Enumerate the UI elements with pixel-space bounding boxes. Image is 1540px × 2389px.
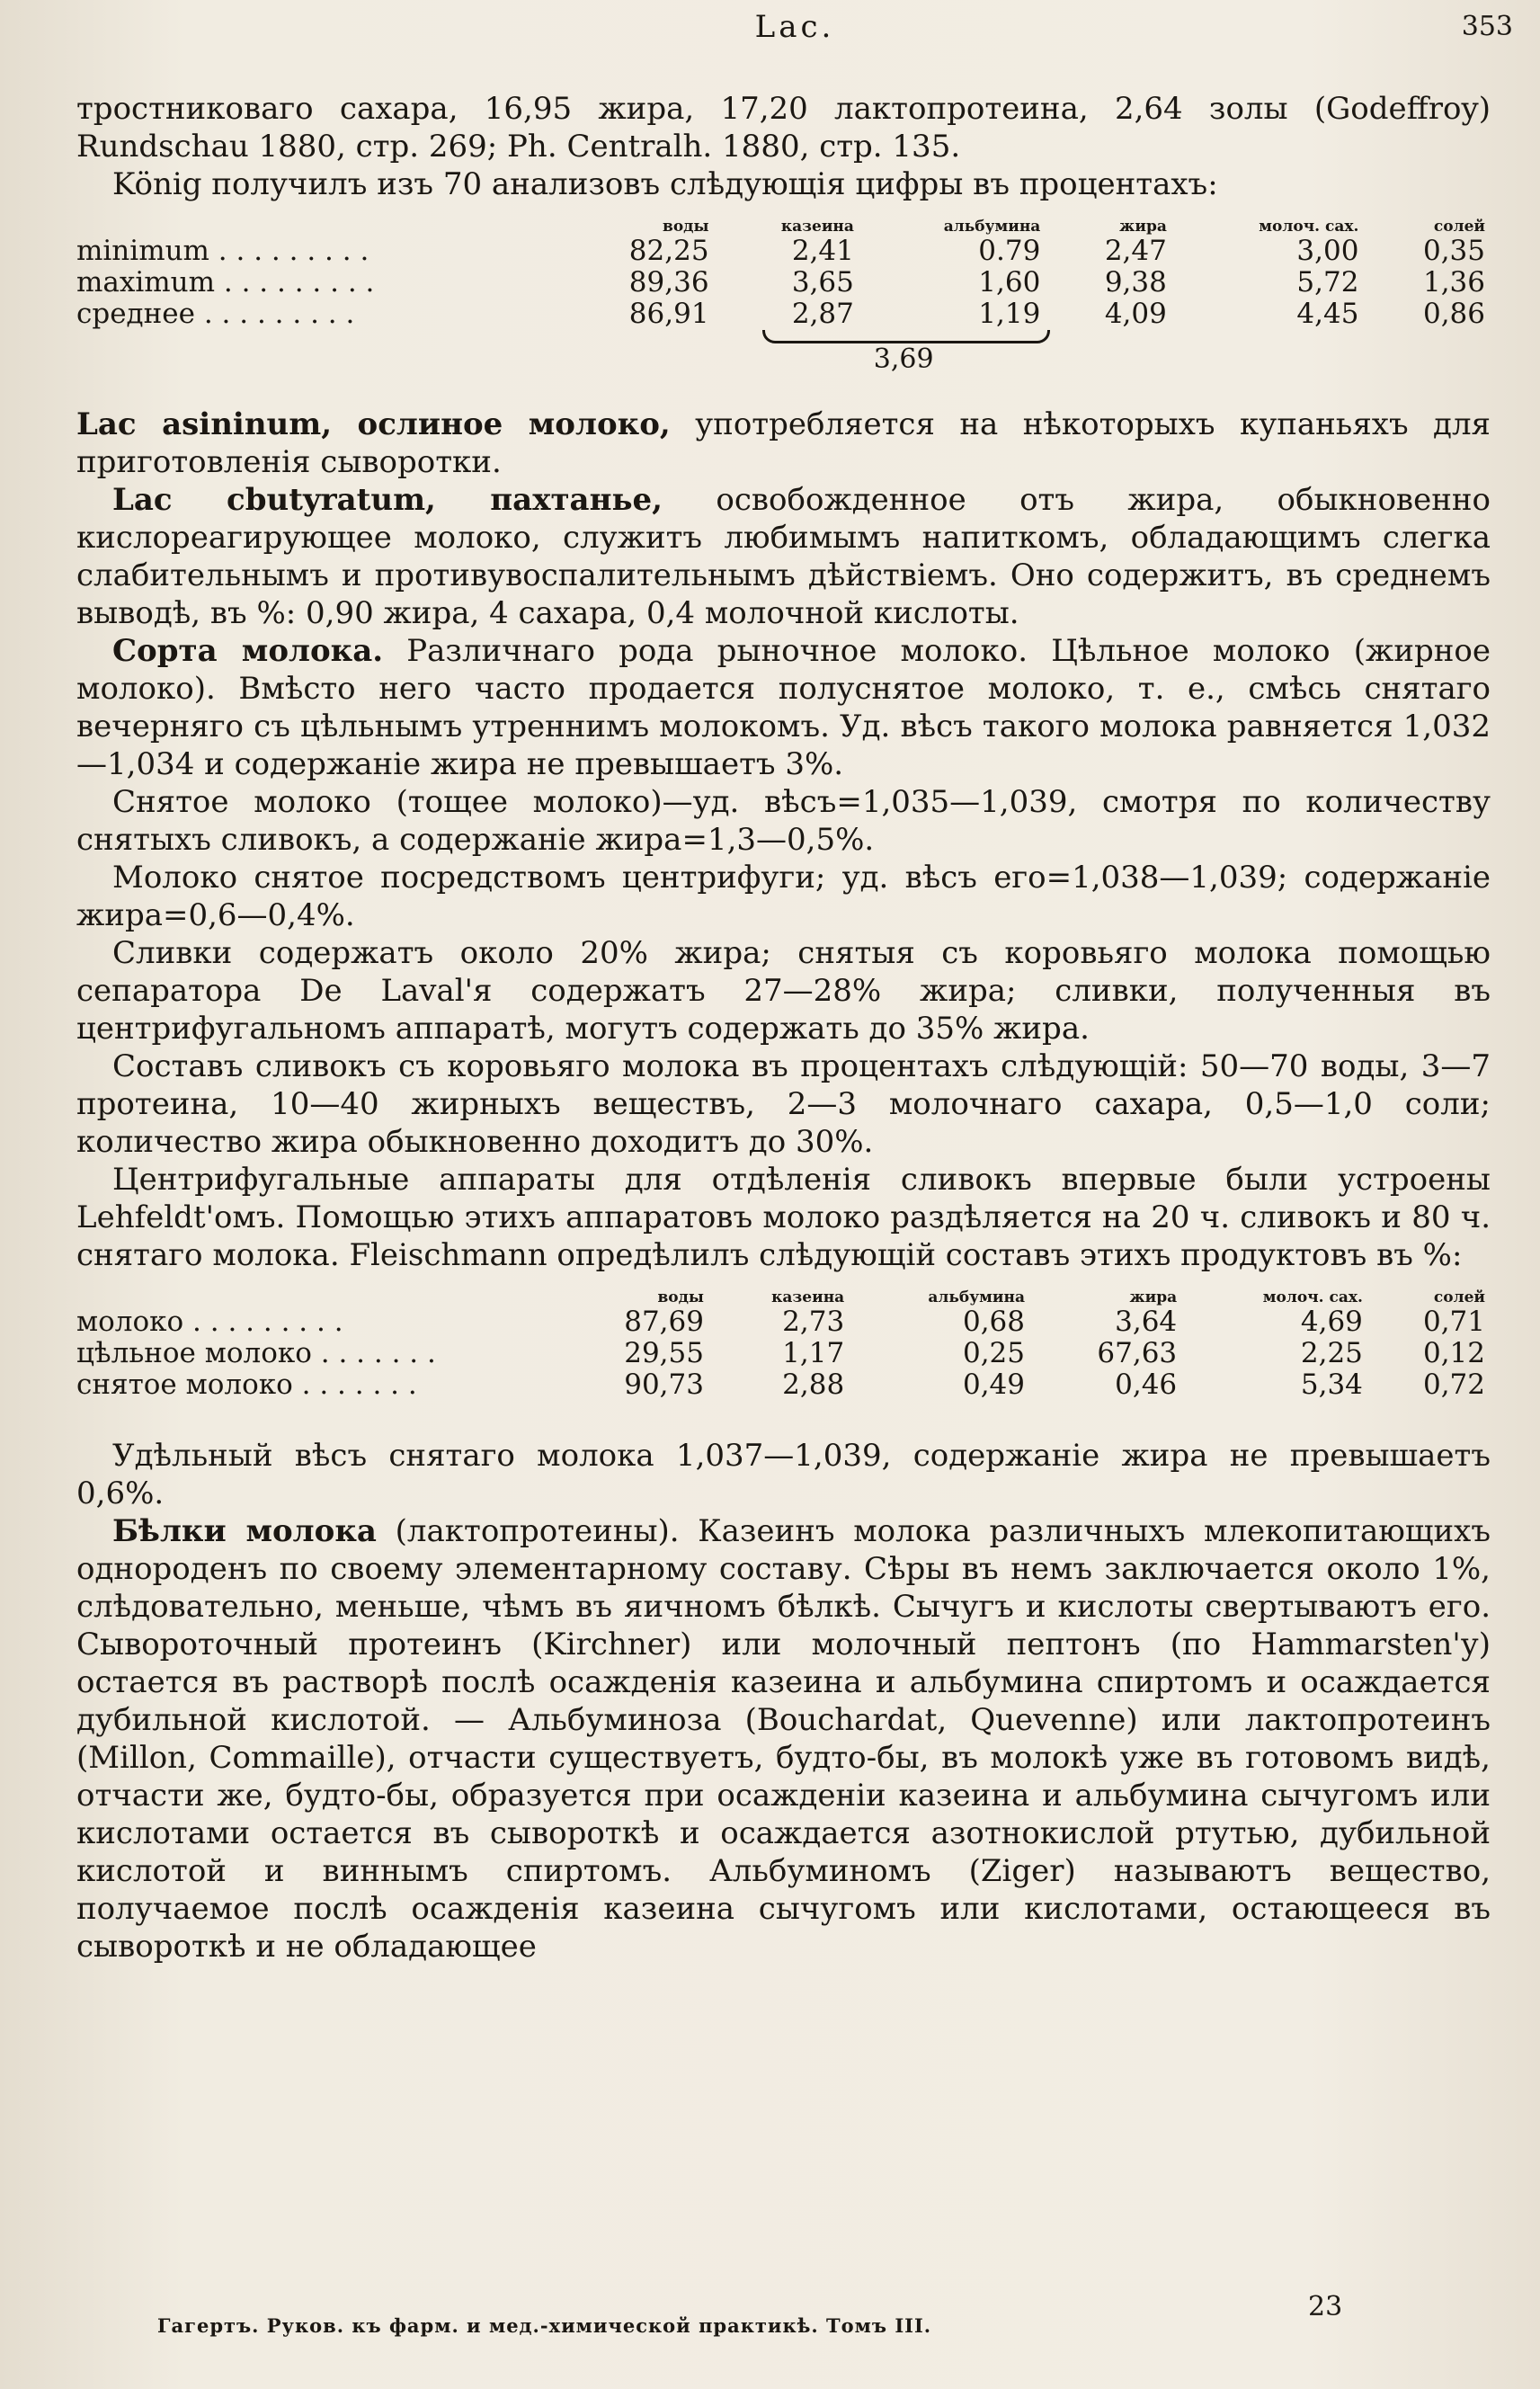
entry-heading: Сорта молока. — [112, 633, 384, 669]
table-cell: 0,49 — [962, 1368, 1025, 1401]
table-cell: 4,69 — [1300, 1306, 1363, 1338]
table-cell: 3,00 — [1296, 235, 1359, 267]
column-header: солей — [1433, 1288, 1485, 1306]
paragraph: Составъ сливокъ съ коровьяго молока въ процентахъ слѣдующій: 50—70 воды, 3—7 протеина, 10—40 жирныхъ веществъ, 2—3 молочнаго сахара, 0,5—1,0 соли; количество жира обыкновенно доходитъ до 30%. — [76, 1048, 1491, 1160]
table-cell: 0,46 — [1115, 1368, 1178, 1401]
column-header: солей — [1433, 218, 1485, 236]
column-header: казеина — [771, 1288, 845, 1306]
column-header: воды — [657, 1288, 704, 1306]
table-cell: 0,72 — [1422, 1368, 1485, 1401]
table-cell: 86,91 — [628, 298, 709, 330]
row-label: молоко . . . . . . . . . — [76, 1306, 343, 1338]
entry-text: Различнаго рода рыночное молоко. Цѣльное молоко (жирное молоко). Вмѣсто него часто продается полуснятое молоко, т. е., смѣсь снятаго вечерняго съ цѣльнымъ утреннимъ молокомъ. Уд. вѣсъ такого молока равняется 1,032—1,034 и содержаніе жира не превышаетъ 3%. — [76, 633, 1491, 782]
table-cell: 0,35 — [1422, 235, 1485, 267]
entry-text: (лактопротеины). Казеинъ молока различныхъ млекопитающихъ однороденъ по своему элементарному составу. Сѣры въ немъ заключается около 1%, слѣдовательно, меньше, чѣмъ въ яичномъ бѣлкѣ. Сычугъ и кислоты свертываютъ его. Сывороточный протеинъ (Kirchner) или молочный пептонъ (по Hammarsten'у) остается въ растворѣ послѣ осажденія казеина и альбумина спиртомъ и осаждается дубильной кислотой. — Альбуминоза (Bouchardat, Quevenne) или лактопротеинъ (Millon, Commaille), отчасти существуетъ, будто-бы, въ молокѣ уже въ готовомъ видѣ, отчасти же, будто-бы, образуется при осажденіи казеина и альбумина сычугомъ или кислотами остается въ сывороткѣ и осаждается азотнокислой ртутью, дубильной кислотой и виннымъ спиртомъ. Альбуминомъ (Ziger) называютъ вещество, получаемое послѣ осажденія казеина сычугомъ или кислотами, остающееся въ сывороткѣ и не обладающее — [76, 1513, 1491, 1965]
column-header: казеина — [780, 218, 854, 236]
table-cell: 2,25 — [1300, 1337, 1363, 1369]
table-cell: 0,71 — [1422, 1306, 1485, 1338]
table-cell: 1,36 — [1422, 266, 1485, 299]
paragraph: Молоко снятое посредствомъ центрифуги; уд. вѣсъ его=1,038—1,039; содержаніе жира=0,6—0,4%. — [76, 860, 1491, 933]
table-cell: 4,09 — [1104, 298, 1167, 330]
table-row — [76, 267, 1491, 299]
table-cell: 1,19 — [978, 298, 1041, 330]
table-cell: 0,12 — [1422, 1337, 1485, 1369]
entry-heading: Lac asininum, ослиное молоко, — [76, 406, 671, 442]
table-cell: 5,72 — [1296, 266, 1359, 299]
running-title: Lac. — [754, 9, 835, 45]
column-header: альбумина — [928, 1288, 1025, 1306]
row-label: цѣльное молоко . . . . . . . — [76, 1337, 436, 1369]
table-cell: 0,25 — [962, 1337, 1025, 1369]
column-header: молоч. сах. — [1262, 1288, 1363, 1306]
signature-mark: 23 — [1308, 2291, 1343, 2322]
page-footer — [76, 2291, 1491, 2345]
table-cell: 29,55 — [624, 1337, 704, 1369]
table-cell: 67,63 — [1097, 1337, 1178, 1369]
paragraph-milk-sorts — [76, 632, 1491, 783]
table-cell: 2,47 — [1104, 235, 1167, 267]
row-label: minimum . . . . . . . . . — [76, 235, 369, 267]
table-cell: 2,87 — [791, 298, 854, 330]
table-cell: 9,38 — [1104, 266, 1167, 299]
composition-table-fleischmann — [76, 1288, 1491, 1401]
table-cell: 0,68 — [962, 1306, 1025, 1338]
paragraph: Снятое молоко (тощее молоко)—уд. вѣсъ=1,035—1,039, смотря по количеству снятыхъ сливокъ, а содержаніе жира=1,3—0,5%. — [76, 784, 1491, 858]
paragraph-milk-proteins — [76, 1512, 1491, 1966]
table-cell: 1,17 — [782, 1337, 845, 1369]
table-cell: 3,64 — [1115, 1306, 1178, 1338]
table-cell: 0.79 — [978, 235, 1041, 267]
column-header: молоч. сах. — [1259, 218, 1359, 236]
paragraph: Удѣльный вѣсъ снятаго молока 1,037—1,039, содержаніе жира не превышаетъ 0,6%. — [76, 1438, 1491, 1511]
entry-text: освобожденное отъ жира, обыкновенно кислореагирующее молоко, служитъ любимымъ напиткомъ, обладающимъ слегка слабительнымъ и противувоспалительнымъ дѣйствіемъ. Оно содержитъ, въ среднемъ выводѣ, въ %: 0,90 жира, 4 сахара, 0,4 молочной кислоты. — [76, 482, 1491, 631]
paragraph: König получилъ изъ 70 анализовъ слѣдующія цифры въ процентахъ: — [112, 166, 1218, 202]
page-body — [76, 90, 1491, 1966]
footer-text: Гагертъ. Руков. къ фарм. и мед.-химической практикѣ. Томъ III. — [157, 2314, 932, 2337]
table-cell: 87,69 — [624, 1306, 704, 1338]
entry-text: употребляется на нѣкоторыхъ купаньяхъ для приготовленія сыворотки. — [76, 406, 1491, 480]
table-cell: 2,73 — [782, 1306, 845, 1338]
table-cell: 90,73 — [624, 1368, 704, 1401]
table-row — [76, 299, 1491, 330]
column-header: жира — [1129, 1288, 1178, 1306]
table-row — [76, 236, 1491, 267]
protein-sum — [76, 330, 1491, 375]
paragraph-lac-cbutyratum — [76, 481, 1491, 632]
table-cell: 1,60 — [978, 266, 1041, 299]
table-row — [76, 1338, 1491, 1369]
running-head — [76, 9, 1513, 45]
table-cell: 0,86 — [1422, 298, 1485, 330]
paragraph: Сливки содержатъ около 20% жира; снятыя съ коровьяго молока помощью сепаратора De Laval'я содержатъ 27—28% жира; сливки, полученныя въ центрифугальномъ аппаратѣ, могутъ содержать до 35% жира. — [76, 935, 1491, 1047]
entry-heading: Lac cbutyratum, пахтанье, — [112, 482, 663, 518]
table-cell: 2,41 — [791, 235, 854, 267]
paragraph: Центрифугальные аппараты для отдѣленія сливокъ впервые были устроены Lehfeldt'омъ. Помощью этихъ аппаратовъ молоко раздѣляется на 20 ч. сливокъ и 80 ч. снятаго молока. Fleischmann опредѣлилъ слѣдующій составъ этихъ продуктовъ въ %: — [76, 1162, 1491, 1273]
paragraph-lac-asininum — [76, 406, 1491, 481]
composition-table-konig — [76, 218, 1491, 330]
table-cell: 82,25 — [628, 235, 709, 267]
column-header: воды — [663, 218, 709, 236]
column-header: жира — [1119, 218, 1167, 236]
row-label: maximum . . . . . . . . . — [76, 266, 375, 299]
table-cell: 89,36 — [628, 266, 709, 299]
entry-heading: Бѣлки молока — [112, 1513, 377, 1549]
page-number: 353 — [1461, 11, 1513, 42]
column-header: альбумина — [943, 218, 1041, 236]
protein-sum-value: 3,69 — [873, 343, 934, 375]
paragraph: тростниковаго сахара, 16,95 жира, 17,20 лактопротеина, 2,64 золы (Godeffroy) Rundschau 1880, стр. 269; Ph. Centralh. 1880, стр. 135. — [76, 91, 1491, 165]
row-label: снятое молоко . . . . . . . — [76, 1368, 417, 1401]
table-row — [76, 1369, 1491, 1401]
table-cell: 4,45 — [1296, 298, 1359, 330]
table-cell: 2,88 — [782, 1368, 845, 1401]
table-cell: 3,65 — [791, 266, 854, 299]
table-cell: 5,34 — [1300, 1368, 1363, 1401]
table-row — [76, 1306, 1491, 1338]
row-label: среднее . . . . . . . . . — [76, 298, 355, 330]
